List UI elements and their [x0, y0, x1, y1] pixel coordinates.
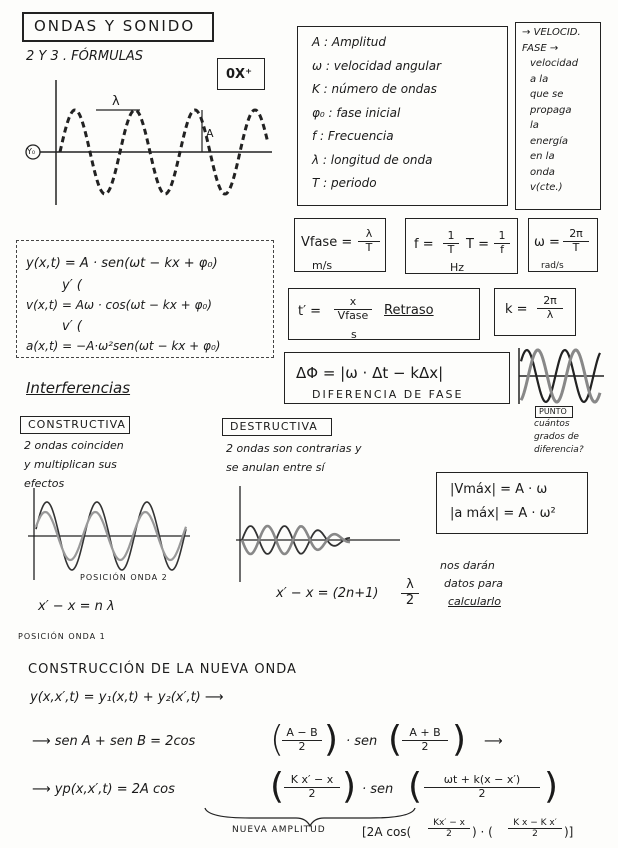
frac-l2-1-num: A − B [282, 727, 322, 741]
eq-yprime: y′ ( [62, 278, 82, 293]
omega-den: T [572, 240, 580, 254]
destructiva-eq: x′ − x = (2n+1) [276, 586, 379, 601]
retraso-word: Retraso [384, 303, 434, 318]
period-lhs: T = [466, 237, 489, 252]
destructiva-line: se anulan entre sí [226, 461, 325, 474]
paren-l3-1: ( [270, 766, 285, 807]
destructiva-den: 2 [405, 592, 415, 608]
freq-den: T [447, 242, 455, 256]
destructiva-title: DESTRUCTIVA [230, 420, 318, 433]
destructiva-note-line: datos para [444, 577, 503, 590]
velocidad-line: v(cte.) [530, 182, 563, 193]
page-title: ONDAS Y SONIDO [34, 17, 196, 35]
k-lhs: k = [505, 302, 528, 317]
retraso-unit: s [351, 328, 357, 341]
velocidad-line: FASE → [522, 42, 559, 54]
retraso-den: Vfase [337, 308, 369, 322]
punto-note-line: cuántos [534, 419, 570, 429]
period-num: 1 [494, 230, 510, 244]
pos2-label: POSICIÓN ONDA 2 [80, 573, 168, 582]
eq-vprime: v′ ( [62, 319, 82, 334]
amax-eq: |a máx| = A · ω² [450, 506, 556, 521]
constructiva-eq: x′ − x = n λ [38, 599, 115, 614]
velocidad-line: que se [530, 89, 564, 100]
interferencias-heading: Interferencias [26, 379, 131, 397]
amp-frac-2-den: 2 [532, 829, 538, 840]
glossary-item: K : número de ondas [312, 82, 437, 96]
phase-diff-label: DIFERENCIA DE FASE [312, 388, 464, 401]
eq-position: y(x,t) = A · sen(ωt − kx + φ₀) [26, 256, 218, 271]
vmax-eq: |Vmáx| = A · ω [450, 482, 548, 497]
glossary-item: f : Frecuencia [312, 129, 394, 143]
constructiva-line: y multiplican sus [24, 458, 117, 471]
velocidad-line: energía [530, 135, 569, 147]
frac-l2-2-den: 2 [421, 739, 429, 753]
velocidad-line: propaga [530, 104, 572, 116]
pos1-label: POSICIÓN ONDA 1 [18, 632, 106, 641]
construccion-l3d: · sen [362, 782, 394, 797]
velocidad-line: en la [530, 151, 555, 162]
velocidad-line: → VELOCID. [522, 27, 581, 38]
frac-l3-2-den: 2 [478, 786, 486, 800]
freq-lhs: f = [414, 237, 434, 252]
k-den: λ [546, 307, 554, 321]
retraso-num: x [334, 296, 372, 310]
glossary-item: T : periodo [312, 176, 377, 190]
amp-frac-1-num: Kx′ − x [428, 818, 470, 829]
frac-l3-2-num: ωt + k(x − x′) [424, 774, 540, 788]
section-subtitle: 2 Y 3 . FÓRMULAS [26, 49, 144, 64]
amp-frac-1 [428, 818, 470, 840]
punto-note-line: diferencia? [534, 445, 584, 455]
vfase-unit: m/s [312, 259, 333, 272]
punto-label: PUNTO [539, 407, 567, 416]
construccion-l2a: ⟶ sen A + sen B = 2cos [32, 734, 196, 749]
brace-label: NUEVA AMPLITUD [232, 825, 326, 835]
vfase-den: T [365, 240, 373, 254]
construccion-title: CONSTRUCCIÓN DE LA NUEVA ONDA [28, 662, 297, 677]
glossary-item: φ₀ : fase inicial [312, 105, 401, 120]
frac-l3-1-den: 2 [308, 786, 316, 800]
freq-num: 1 [443, 230, 459, 244]
eq-velocity: v(x,t) = Aω · cos(ωt − kx + φ₀) [26, 298, 212, 312]
paren-l2-3: ( [388, 719, 403, 760]
vfase-num: λ [358, 228, 380, 242]
paren-l3-4: ) [544, 766, 559, 807]
frac-l2-1-den: 2 [298, 739, 306, 753]
k-num: 2π [537, 295, 563, 309]
paren-l3-3: ( [408, 766, 423, 807]
period-den: f [500, 242, 504, 256]
omega-unit: rad/s [541, 261, 564, 271]
axis-label: 0X⁺ [226, 67, 252, 82]
amp-mid: ) · ( [472, 825, 493, 839]
velocidad-line: onda [530, 166, 555, 178]
frac-l2-2-num: A + B [402, 727, 448, 741]
omega-lhs: ω = [534, 235, 560, 250]
constructiva-line: efectos [24, 477, 65, 490]
paren-l2-4: ) [452, 719, 467, 760]
retraso-lhs: t′ = [298, 304, 322, 319]
punto-note-line: grados de [534, 432, 579, 442]
eq-acceleration: a(x,t) = −A·ω²sen(ωt − kx + φ₀) [26, 339, 221, 353]
vfase-lhs: Vfase = [301, 235, 353, 250]
velocidad-line: a la [530, 73, 549, 85]
velocidad-line: velocidad [530, 58, 579, 69]
paren-l2-2: ) [324, 719, 339, 760]
amp-frac-2-num: K x − K x′ [508, 818, 562, 829]
phase-diff-eq: ΔΦ = |ω · Δt − kΔx| [296, 364, 444, 382]
lambda-label: λ [112, 94, 120, 109]
amp-end: )] [564, 825, 574, 839]
destructiva-note-line: calcularlo [448, 595, 501, 608]
paren-l2-1: ( [270, 719, 285, 760]
destructiva-line: 2 ondas son contrarias y [226, 442, 362, 455]
glossary-item: ω : velocidad angular [312, 58, 442, 73]
arrow-l2: ⟶ [484, 734, 503, 749]
paren-l3-2: ) [342, 766, 357, 807]
constructiva-line: 2 ondas coinciden [24, 439, 124, 452]
omega-num: 2π [563, 228, 589, 242]
construccion-l2d: · sen [346, 734, 378, 749]
velocidad-line: la [530, 120, 539, 131]
construccion-l1: y(x,x′,t) = y₁(x,t) + y₂(x′,t) ⟶ [30, 690, 224, 705]
amp-frac-1-den: 2 [446, 829, 452, 840]
destructiva-note-line: nos darán [440, 559, 495, 572]
freq-unit: Hz [450, 261, 465, 274]
constructiva-title: CONSTRUCTIVA [28, 418, 126, 431]
destructiva-num: λ [401, 578, 419, 594]
glossary-item: λ : longitud de onda [312, 152, 433, 167]
glossary-item: A : Amplitud [312, 35, 386, 49]
amplitude-label: A [206, 127, 214, 140]
construccion-l3a: ⟶ yp(x,x′,t) = 2A cos [32, 782, 175, 797]
amp-frac-2 [508, 818, 562, 840]
amp-start: [2A cos( [362, 825, 412, 839]
frac-l3-1-num: K x′ − x [284, 774, 340, 788]
y0-label: Y₀ [27, 147, 36, 156]
